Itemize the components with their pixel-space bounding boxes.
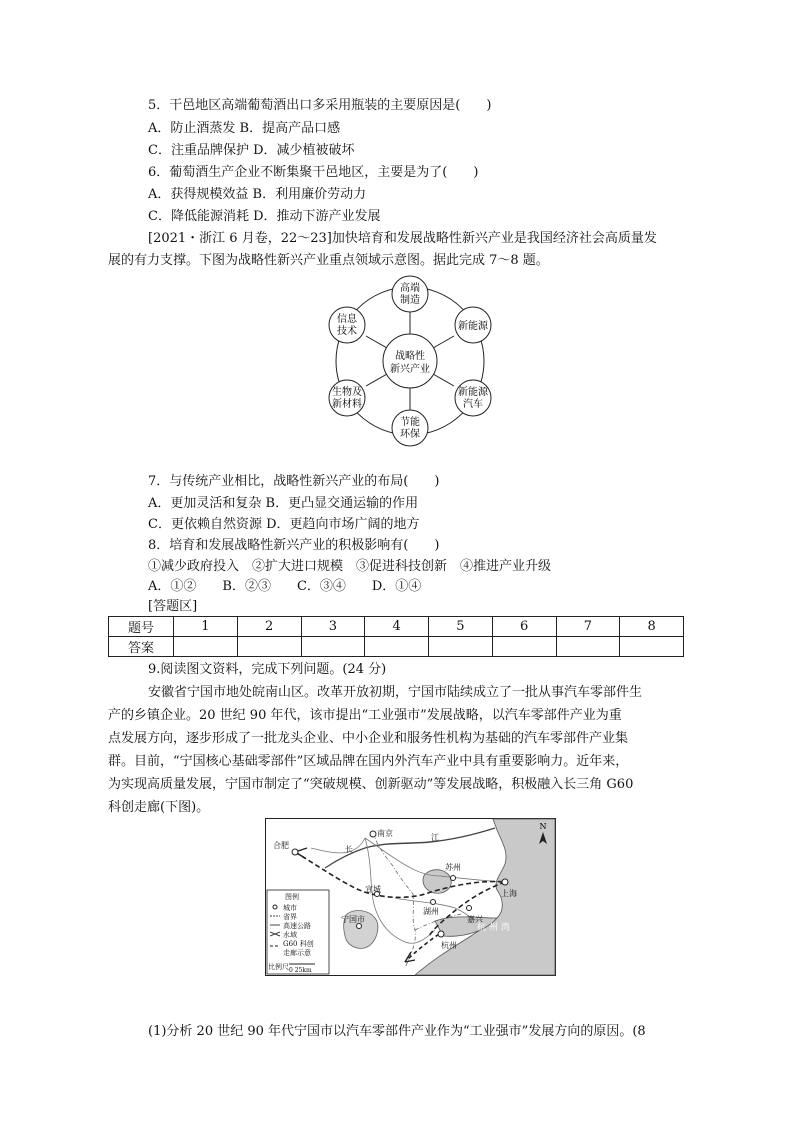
- city-marker-ningguo: [357, 924, 362, 929]
- q5-options-cd: C．注重品牌保护 D．减少植被破坏: [148, 143, 355, 158]
- diagram-node-3-line2: 环保: [400, 429, 420, 440]
- legend-city: 城市: [283, 904, 297, 912]
- q6-options-ab: A．获得规模效益 B．利用廉价劳动力: [148, 187, 367, 202]
- q9-stem: 9.阅读图文资料，完成下列问题。(24 分): [148, 662, 387, 677]
- q7-options-ab: A．更加灵活和复杂 B．更凸显交通运输的作用: [148, 496, 419, 511]
- q9-para-line5: 为实现高质量发展，宁国市制定了“突破规模、创新驱动”等发展战略，积极融入长三角 G60: [108, 777, 634, 792]
- answer-table-number-2: 2: [237, 617, 301, 637]
- diagram-node-bio-materials: [329, 380, 365, 416]
- map-label-hangzhou-bay: 杭 州 湾: [477, 923, 510, 933]
- answer-table-header-answer: 答案: [109, 637, 174, 657]
- legend-water: 水域: [283, 931, 297, 939]
- q8-items: ①减少政府投入 ②扩大进口规模 ③促进科技创新 ④推进产业升级: [148, 559, 552, 574]
- answer-cell-4[interactable]: [365, 637, 429, 657]
- answer-table-number-3: 3: [301, 617, 365, 637]
- answer-table-number-4: 4: [365, 617, 429, 637]
- city-marker-hefei: [292, 849, 298, 855]
- answer-table-number-8: 8: [620, 617, 684, 637]
- city-marker-shanghai: [502, 879, 508, 885]
- city-marker-jiaxing: [467, 906, 472, 911]
- industry-diagram: [310, 272, 510, 468]
- q8-stem: 8．培育和发展战略性新兴产业的积极影响有( ): [148, 538, 440, 553]
- intro-7-8-line2: 展的有力支撑。下图为战略性新兴产业重点领域示意图。据此完成 7～8 题。: [108, 253, 549, 268]
- map-label-river-chang: 长: [345, 845, 353, 854]
- answer-table: [108, 616, 684, 657]
- legend-title: 图例: [285, 893, 299, 901]
- map-legend: [267, 890, 329, 974]
- diagram-node-new-energy-vehicle: [455, 380, 491, 416]
- diagram-node-high-end-manufacturing: [392, 276, 428, 312]
- q9-para-line1: 安徽省宁国市地处皖南山区。改革开放初期，宁国市陆续成立了一批从事汽车零部件生: [148, 685, 643, 700]
- answer-area-label: [答题区]: [148, 599, 198, 614]
- map-label-suzhou: 苏州: [445, 863, 461, 872]
- map-label-xuancheng: 宣城: [365, 885, 381, 894]
- answer-cell-7[interactable]: [556, 637, 620, 657]
- map-label-ningguo: 宁国市: [341, 915, 365, 924]
- answer-cell-6[interactable]: [492, 637, 556, 657]
- diagram-node-2-line2: 汽车: [463, 399, 483, 410]
- answer-table-number-5: 5: [429, 617, 493, 637]
- diagram-node-4-line1: 生物及: [332, 387, 362, 398]
- q5-stem: 5．干邑地区高端葡萄酒出口多采用瓶装的主要原因是( ): [148, 98, 492, 113]
- legend-scale-label: 比例尺: [268, 963, 289, 971]
- map-label-river-jiang: 江: [431, 833, 439, 842]
- diagram-node-2-line1: 新能源: [458, 387, 488, 398]
- north-label: N: [539, 822, 547, 831]
- answer-table-header-number: 题号: [109, 617, 174, 637]
- answer-cell-5[interactable]: [429, 637, 493, 657]
- answer-table-number-1: 1: [174, 617, 238, 637]
- q7-options-cd: C．更依赖自然资源 D．更趋向市场广阔的地方: [148, 517, 420, 532]
- diagram-node-0-line2: 制造: [400, 295, 420, 306]
- answer-table-number-row: [109, 617, 684, 637]
- answer-table-number-6: 6: [492, 617, 556, 637]
- q6-stem: 6．葡萄酒生产企业不断集聚干邑地区，主要是为了( ): [148, 165, 479, 180]
- diagram-node-0-line1: 高端: [400, 283, 420, 294]
- diagram-node-1-line1: 新能源: [458, 321, 488, 332]
- diagram-node-5-line1: 信息: [337, 314, 357, 325]
- diagram-node-3-line1: 节能: [400, 417, 420, 428]
- q6-options-cd: C．降低能源消耗 D．推动下游产业发展: [148, 209, 381, 224]
- q9-para-line2: 产的乡镇企业。20 世纪 90 年代，该市提出“工业强市”发展战略，以汽车零部件产业为重: [108, 708, 622, 723]
- g60-corridor-map: [265, 818, 556, 976]
- q9-sub1: (1)分析 20 世纪 90 年代宁国市以汽车零部件产业作为“工业强市”发展方向的原因。(8: [148, 1024, 646, 1039]
- diagram-node-information-tech: [329, 307, 365, 343]
- q8-options: A．①② B．②③ C．③④ D．①④: [148, 579, 422, 594]
- diagram-node-energy-saving: [392, 410, 428, 446]
- city-marker-suzhou: [451, 876, 456, 881]
- answer-table-answer-row: [109, 637, 684, 657]
- legend-boundary: 省界: [283, 913, 297, 921]
- diagram-center-line1: 战略性: [395, 351, 425, 362]
- answer-cell-3[interactable]: [301, 637, 365, 657]
- city-marker-hangzhou: [438, 931, 444, 937]
- legend-highway: 高速公路: [283, 922, 311, 930]
- diagram-center-line2: 新兴产业: [390, 364, 430, 375]
- q9-para-line6: 科创走廊(下图)。: [108, 800, 210, 815]
- map-label-nanjing: 南京: [377, 829, 393, 838]
- diagram-node-5-line2: 技术: [337, 326, 357, 337]
- map-label-shanghai: 上海: [501, 889, 517, 898]
- legend-g60-line2: 走廊示意: [283, 949, 311, 957]
- q7-stem: 7．与传统产业相比，战略性新兴产业的布局( ): [148, 474, 440, 489]
- map-label-hangzhou: 杭州: [441, 941, 457, 950]
- answer-table-number-7: 7: [556, 617, 620, 637]
- q5-options-ab: A．防止酒蒸发 B．提高产品口感: [148, 121, 341, 136]
- legend-scale-value: 0 25km: [289, 967, 312, 974]
- q9-para-line4: 群。目前，“宁国核心基础零部件”区域品牌在国内外汽车产业中具有重要影响力。近年来，: [108, 754, 629, 769]
- city-marker-nanjing: [370, 831, 376, 837]
- answer-cell-1[interactable]: [174, 637, 238, 657]
- q9-para-line3: 点发展方向，逐步形成了一批龙头企业、中小企业和服务性机构为基础的汽车零部件产业集: [108, 731, 629, 746]
- diagram-node-4-line2: 新材料: [332, 399, 362, 410]
- map-label-jiaxing: 嘉兴: [467, 915, 483, 924]
- intro-7-8-line1: [2021・浙江 6 月卷，22～23]加快培育和发展战略性新兴产业是我国经济社会高质量发: [148, 231, 657, 246]
- map-label-huzhou: 湖州: [423, 907, 439, 916]
- answer-cell-2[interactable]: [237, 637, 301, 657]
- legend-g60-line1: G60 科创: [283, 940, 314, 948]
- city-marker-huzhou: [431, 900, 436, 905]
- answer-cell-8[interactable]: [620, 637, 684, 657]
- map-label-hefei: 合肥: [273, 841, 289, 850]
